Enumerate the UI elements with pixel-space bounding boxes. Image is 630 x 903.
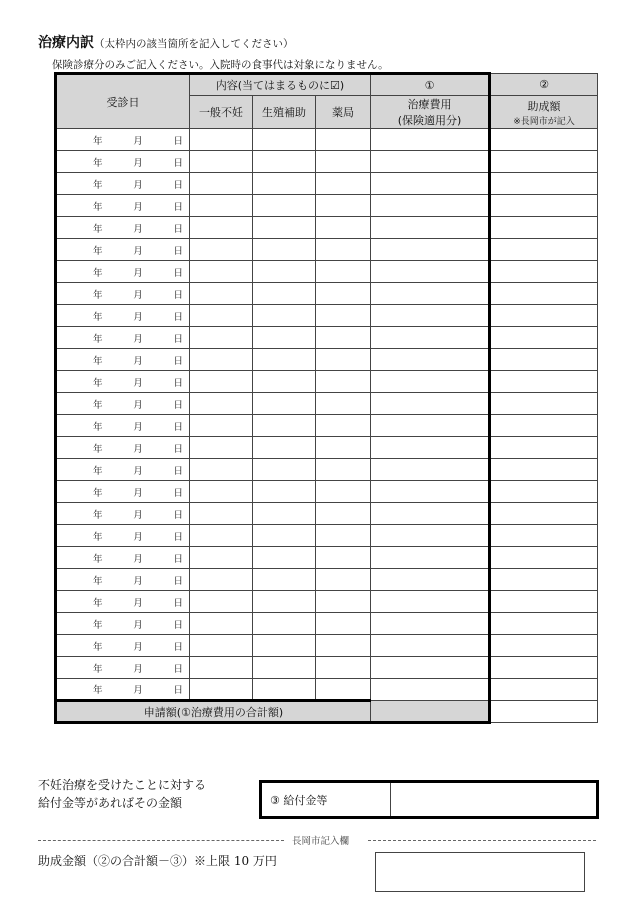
date-year-label: 年: [93, 487, 103, 499]
art-checkbox-cell[interactable]: [253, 239, 316, 261]
date-year-label: 年: [93, 355, 103, 367]
general-checkbox-cell[interactable]: [190, 195, 253, 217]
visit-date-cell[interactable]: [56, 305, 190, 327]
subsidy-cell: [490, 173, 598, 195]
date-month-label: 月: [133, 597, 143, 609]
treatment-cost-cell[interactable]: [371, 217, 490, 239]
general-checkbox-cell[interactable]: [190, 569, 253, 591]
content-header: 内容(当てはまるものに☑): [190, 74, 371, 96]
col1-header: 治療費用 (保険適用分): [371, 96, 490, 129]
visit-date-cell[interactable]: [56, 173, 190, 195]
date-year-label: 年: [93, 465, 103, 477]
subsidy-cell: [490, 635, 598, 657]
date-day-label: 日: [173, 201, 183, 213]
pharmacy-checkbox-cell[interactable]: [316, 151, 371, 173]
pharmacy-checkbox-cell[interactable]: [316, 217, 371, 239]
date-month-label: 月: [133, 465, 143, 477]
visit-date-cell[interactable]: [56, 525, 190, 547]
treatment-cost-cell[interactable]: [371, 261, 490, 283]
general-checkbox-cell[interactable]: [190, 239, 253, 261]
treatment-cost-cell[interactable]: [371, 547, 490, 569]
pharmacy-checkbox-cell[interactable]: [316, 283, 371, 305]
subsidy-cell: [490, 151, 598, 173]
date-day-label: 日: [173, 223, 183, 235]
art-checkbox-cell[interactable]: [253, 195, 316, 217]
treatment-cost-cell[interactable]: [371, 525, 490, 547]
date-month-label: 月: [133, 641, 143, 653]
treatment-cost-cell[interactable]: [371, 481, 490, 503]
art-checkbox-cell[interactable]: [253, 283, 316, 305]
table-row: [56, 591, 598, 613]
date-year-label: 年: [93, 135, 103, 147]
art-checkbox-cell[interactable]: [253, 173, 316, 195]
general-checkbox-cell[interactable]: [190, 437, 253, 459]
date-month-label: 月: [133, 223, 143, 235]
general-checkbox-cell[interactable]: [190, 349, 253, 371]
date-month-label: 月: [133, 135, 143, 147]
date-year-label: 年: [93, 201, 103, 213]
general-checkbox-cell[interactable]: [190, 305, 253, 327]
subsidy-cell: [490, 525, 598, 547]
date-year-label: 年: [93, 399, 103, 411]
table-row: [56, 283, 598, 305]
date-day-label: 日: [173, 355, 183, 367]
col1-marker: ①: [371, 74, 490, 96]
subsidy-cell: [490, 371, 598, 393]
title-main: 治療内訳: [38, 35, 94, 51]
subsidy-cell: [490, 503, 598, 525]
subsidy-cell: [490, 481, 598, 503]
art-checkbox-cell[interactable]: [253, 415, 316, 437]
treatment-cost-cell[interactable]: [371, 415, 490, 437]
date-year-label: 年: [93, 267, 103, 279]
table-row: [56, 635, 598, 657]
subsidy-cell: [490, 569, 598, 591]
date-month-label: 月: [133, 267, 143, 279]
date-day-label: 日: [173, 377, 183, 389]
date-year-label: 年: [93, 575, 103, 587]
general-checkbox-cell[interactable]: [190, 613, 253, 635]
date-day-label: 日: [173, 575, 183, 587]
general-checkbox-cell[interactable]: [190, 503, 253, 525]
visit-date-cell[interactable]: [56, 217, 190, 239]
total-label: 申請額(①治療費用の合計額): [56, 701, 371, 723]
general-checkbox-cell[interactable]: [190, 371, 253, 393]
date-year-label: 年: [93, 685, 103, 696]
table-row: [56, 371, 598, 393]
date-day-label: 日: [173, 267, 183, 279]
art-checkbox-cell[interactable]: [253, 151, 316, 173]
date-month-label: 月: [133, 531, 143, 543]
date-year-label: 年: [93, 597, 103, 609]
treatment-cost-cell[interactable]: [371, 569, 490, 591]
benefit-box-label: ③ 給付金等: [262, 783, 391, 816]
date-month-label: 月: [133, 201, 143, 213]
general-checkbox-cell[interactable]: [190, 327, 253, 349]
treatment-cost-cell[interactable]: [371, 371, 490, 393]
treatment-cost-cell[interactable]: [371, 327, 490, 349]
content-col-general: 一般不妊: [190, 96, 253, 129]
table-row: [56, 239, 598, 261]
art-checkbox-cell[interactable]: [253, 305, 316, 327]
general-checkbox-cell[interactable]: [190, 525, 253, 547]
benefit-label: 不妊治療を受けたことに対する 給付金等があればその金額: [38, 778, 207, 810]
subsidy-cell: [490, 613, 598, 635]
table-row: [56, 547, 598, 569]
pharmacy-checkbox-cell[interactable]: [316, 481, 371, 503]
pharmacy-checkbox-cell[interactable]: [316, 679, 371, 701]
table-row: [56, 129, 598, 151]
subsidy-cell: [490, 657, 598, 679]
col2-header: 助成額 ※長岡市が記入: [490, 96, 598, 129]
date-year-label: 年: [93, 157, 103, 169]
visit-date-cell[interactable]: [56, 481, 190, 503]
col2-marker: ②: [490, 74, 598, 96]
table-row: [56, 195, 598, 217]
visit-date-cell[interactable]: [56, 195, 190, 217]
pharmacy-checkbox-cell[interactable]: [316, 635, 371, 657]
date-day-label: 日: [173, 487, 183, 499]
instruction-text: 保険診療分のみご記入ください。入院時の食事代は対象になりません。: [52, 59, 389, 71]
subsidy-cell: [490, 305, 598, 327]
subsidy-cell: [490, 129, 598, 151]
treatment-cost-cell[interactable]: [371, 437, 490, 459]
date-month-label: 月: [133, 157, 143, 169]
art-checkbox-cell[interactable]: [253, 393, 316, 415]
date-month-label: 月: [133, 245, 143, 257]
visit-date-cell[interactable]: [56, 415, 190, 437]
art-checkbox-cell[interactable]: [253, 371, 316, 393]
date-year-label: 年: [93, 223, 103, 235]
date-year-label: 年: [93, 421, 103, 433]
art-checkbox-cell[interactable]: [253, 525, 316, 547]
visit-date-cell[interactable]: [56, 151, 190, 173]
subsidy-cell: [490, 415, 598, 437]
total-subsidy-cell: [490, 701, 598, 723]
art-checkbox-cell[interactable]: [253, 591, 316, 613]
visit-date-cell[interactable]: [56, 437, 190, 459]
art-checkbox-cell[interactable]: [253, 327, 316, 349]
visit-date-cell[interactable]: [56, 239, 190, 261]
date-year-label: 年: [93, 641, 103, 653]
art-checkbox-cell[interactable]: [253, 657, 316, 679]
date-month-label: 月: [133, 421, 143, 433]
treatment-cost-cell[interactable]: [371, 503, 490, 525]
art-checkbox-cell[interactable]: [253, 129, 316, 151]
table-row: [56, 349, 598, 371]
date-day-label: 日: [173, 135, 183, 147]
treatment-cost-cell[interactable]: [371, 305, 490, 327]
visit-date-cell[interactable]: [56, 635, 190, 657]
art-checkbox-cell[interactable]: [253, 349, 316, 371]
pharmacy-checkbox-cell[interactable]: [316, 569, 371, 591]
table-row: [56, 415, 598, 437]
date-day-label: 日: [173, 465, 183, 477]
pharmacy-checkbox-cell[interactable]: [316, 393, 371, 415]
pharmacy-checkbox-cell[interactable]: [316, 195, 371, 217]
city-section-divider: 長岡市記入欄: [38, 833, 596, 847]
table-row: [56, 217, 598, 239]
treatment-cost-cell[interactable]: [371, 635, 490, 657]
art-checkbox-cell[interactable]: [253, 481, 316, 503]
table-row: [56, 679, 598, 701]
date-year-label: 年: [93, 333, 103, 345]
table-row: [56, 569, 598, 591]
date-day-label: 日: [173, 553, 183, 565]
table-row: [56, 459, 598, 481]
date-day-label: 日: [173, 333, 183, 345]
date-day-label: 日: [173, 509, 183, 521]
title-note: （太枠内の該当箇所を記入してください）: [94, 38, 294, 50]
art-checkbox-cell[interactable]: [253, 217, 316, 239]
pharmacy-checkbox-cell[interactable]: [316, 371, 371, 393]
pharmacy-checkbox-cell[interactable]: [316, 173, 371, 195]
table-row: [56, 261, 598, 283]
art-checkbox-cell[interactable]: [253, 437, 316, 459]
date-year-label: 年: [93, 179, 103, 191]
date-day-label: 日: [173, 245, 183, 257]
general-checkbox-cell[interactable]: [190, 173, 253, 195]
date-month-label: 月: [133, 509, 143, 521]
date-day-label: 日: [173, 619, 183, 631]
date-day-label: 日: [173, 399, 183, 411]
pharmacy-checkbox-cell[interactable]: [316, 657, 371, 679]
general-checkbox-cell[interactable]: [190, 459, 253, 481]
visit-date-cell[interactable]: [56, 503, 190, 525]
pharmacy-checkbox-cell[interactable]: [316, 239, 371, 261]
pharmacy-checkbox-cell[interactable]: [316, 327, 371, 349]
date-year-label: 年: [93, 311, 103, 323]
pharmacy-checkbox-cell[interactable]: [316, 525, 371, 547]
visit-date-cell[interactable]: [56, 393, 190, 415]
subsidy-cell: [490, 437, 598, 459]
date-day-label: 日: [173, 531, 183, 543]
general-checkbox-cell[interactable]: [190, 217, 253, 239]
date-month-label: 月: [133, 179, 143, 191]
treatment-cost-cell[interactable]: [371, 349, 490, 371]
visit-date-cell[interactable]: [56, 349, 190, 371]
date-day-label: 日: [173, 311, 183, 323]
pharmacy-checkbox-cell[interactable]: [316, 503, 371, 525]
treatment-cost-cell[interactable]: [371, 459, 490, 481]
date-month-label: 月: [133, 355, 143, 367]
visit-date-cell[interactable]: [56, 371, 190, 393]
subsidy-cell: [490, 195, 598, 217]
subsidy-cell: [490, 459, 598, 481]
date-month-label: 月: [133, 663, 143, 675]
date-day-label: 日: [173, 663, 183, 675]
art-checkbox-cell[interactable]: [253, 569, 316, 591]
subsidy-amount-field: [375, 852, 585, 892]
date-month-label: 月: [133, 619, 143, 631]
general-checkbox-cell[interactable]: [190, 591, 253, 613]
visit-date-cell[interactable]: [56, 129, 190, 151]
subsidy-cell: [490, 547, 598, 569]
visit-date-header: 受診日: [56, 74, 190, 129]
date-month-label: 月: [133, 289, 143, 301]
pharmacy-checkbox-cell[interactable]: [316, 591, 371, 613]
date-year-label: 年: [93, 663, 103, 675]
treatment-cost-cell[interactable]: [371, 195, 490, 217]
subsidy-amount-label: 助成金額（②の合計額－③）※上限 10 万円: [38, 854, 277, 868]
treatment-cost-cell[interactable]: [371, 679, 490, 701]
treatment-cost-cell[interactable]: [371, 173, 490, 195]
table-row: [56, 151, 598, 173]
content-col-art: 生殖補助: [253, 96, 316, 129]
table-row: [56, 437, 598, 459]
pharmacy-checkbox-cell[interactable]: [316, 613, 371, 635]
general-checkbox-cell[interactable]: [190, 415, 253, 437]
subsidy-cell: [490, 393, 598, 415]
visit-date-cell[interactable]: [56, 613, 190, 635]
date-day-label: 日: [173, 179, 183, 191]
total-amount-cell[interactable]: [371, 701, 490, 723]
date-day-label: 日: [173, 289, 183, 301]
date-month-label: 月: [133, 575, 143, 587]
date-day-label: 日: [173, 597, 183, 609]
date-year-label: 年: [93, 289, 103, 301]
table-row: [56, 525, 598, 547]
art-checkbox-cell[interactable]: [253, 261, 316, 283]
visit-date-cell[interactable]: [56, 679, 190, 701]
table-row: [56, 305, 598, 327]
visit-date-cell[interactable]: [56, 261, 190, 283]
date-month-label: 月: [133, 311, 143, 323]
date-year-label: 年: [93, 619, 103, 631]
table-row: [56, 657, 598, 679]
date-day-label: 日: [173, 685, 183, 696]
pharmacy-checkbox-cell[interactable]: [316, 547, 371, 569]
date-month-label: 月: [133, 487, 143, 499]
treatment-cost-cell[interactable]: [371, 591, 490, 613]
date-month-label: 月: [133, 399, 143, 411]
pharmacy-checkbox-cell[interactable]: [316, 459, 371, 481]
treatment-cost-cell[interactable]: [371, 657, 490, 679]
general-checkbox-cell[interactable]: [190, 657, 253, 679]
date-month-label: 月: [133, 377, 143, 389]
date-day-label: 日: [173, 421, 183, 433]
benefit-box: [259, 780, 599, 819]
date-year-label: 年: [93, 509, 103, 521]
general-checkbox-cell[interactable]: [190, 635, 253, 657]
general-checkbox-cell[interactable]: [190, 261, 253, 283]
table-row: [56, 503, 598, 525]
table-row: [56, 613, 598, 635]
general-checkbox-cell[interactable]: [190, 481, 253, 503]
treatment-cost-cell[interactable]: [371, 613, 490, 635]
date-day-label: 日: [173, 641, 183, 653]
treatment-cost-cell[interactable]: [371, 283, 490, 305]
visit-date-cell[interactable]: [56, 283, 190, 305]
date-month-label: 月: [133, 685, 143, 696]
date-year-label: 年: [93, 245, 103, 257]
subsidy-cell: [490, 591, 598, 613]
subsidy-cell: [490, 349, 598, 371]
art-checkbox-cell[interactable]: [253, 679, 316, 701]
general-checkbox-cell[interactable]: [190, 129, 253, 151]
pharmacy-checkbox-cell[interactable]: [316, 437, 371, 459]
table-row: [56, 173, 598, 195]
general-checkbox-cell[interactable]: [190, 283, 253, 305]
visit-date-cell[interactable]: [56, 547, 190, 569]
date-month-label: 月: [133, 553, 143, 565]
table-row: [56, 481, 598, 503]
visit-date-cell[interactable]: [56, 569, 190, 591]
pharmacy-checkbox-cell[interactable]: [316, 305, 371, 327]
pharmacy-checkbox-cell[interactable]: [316, 129, 371, 151]
treatment-cost-cell[interactable]: [371, 151, 490, 173]
page-title: [38, 32, 294, 52]
subsidy-cell: [490, 679, 598, 701]
treatment-cost-cell[interactable]: [371, 393, 490, 415]
date-month-label: 月: [133, 443, 143, 455]
pharmacy-checkbox-cell[interactable]: [316, 261, 371, 283]
subsidy-cell: [490, 239, 598, 261]
art-checkbox-cell[interactable]: [253, 613, 316, 635]
pharmacy-checkbox-cell[interactable]: [316, 415, 371, 437]
visit-date-cell[interactable]: [56, 459, 190, 481]
table-row: [56, 327, 598, 349]
general-checkbox-cell[interactable]: [190, 151, 253, 173]
general-checkbox-cell[interactable]: [190, 547, 253, 569]
pharmacy-checkbox-cell[interactable]: [316, 349, 371, 371]
visit-date-cell[interactable]: [56, 657, 190, 679]
date-year-label: 年: [93, 377, 103, 389]
art-checkbox-cell[interactable]: [253, 635, 316, 657]
general-checkbox-cell[interactable]: [190, 393, 253, 415]
treatment-cost-cell[interactable]: [371, 129, 490, 151]
subsidy-cell: [490, 327, 598, 349]
date-year-label: 年: [93, 443, 103, 455]
date-day-label: 日: [173, 157, 183, 169]
table-row: [56, 393, 598, 415]
subsidy-cell: [490, 217, 598, 239]
date-year-label: 年: [93, 531, 103, 543]
benefit-amount-field[interactable]: [391, 783, 596, 816]
visit-date-cell[interactable]: [56, 591, 190, 613]
treatment-cost-cell[interactable]: [371, 239, 490, 261]
date-month-label: 月: [133, 333, 143, 345]
date-day-label: 日: [173, 443, 183, 455]
visit-date-cell[interactable]: [56, 327, 190, 349]
subsidy-cell: [490, 283, 598, 305]
treatment-table: [54, 72, 598, 724]
date-year-label: 年: [93, 553, 103, 565]
art-checkbox-cell[interactable]: [253, 547, 316, 569]
art-checkbox-cell[interactable]: [253, 459, 316, 481]
content-col-pharmacy: 薬局: [316, 96, 371, 129]
art-checkbox-cell[interactable]: [253, 503, 316, 525]
general-checkbox-cell[interactable]: [190, 679, 253, 701]
subsidy-cell: [490, 261, 598, 283]
